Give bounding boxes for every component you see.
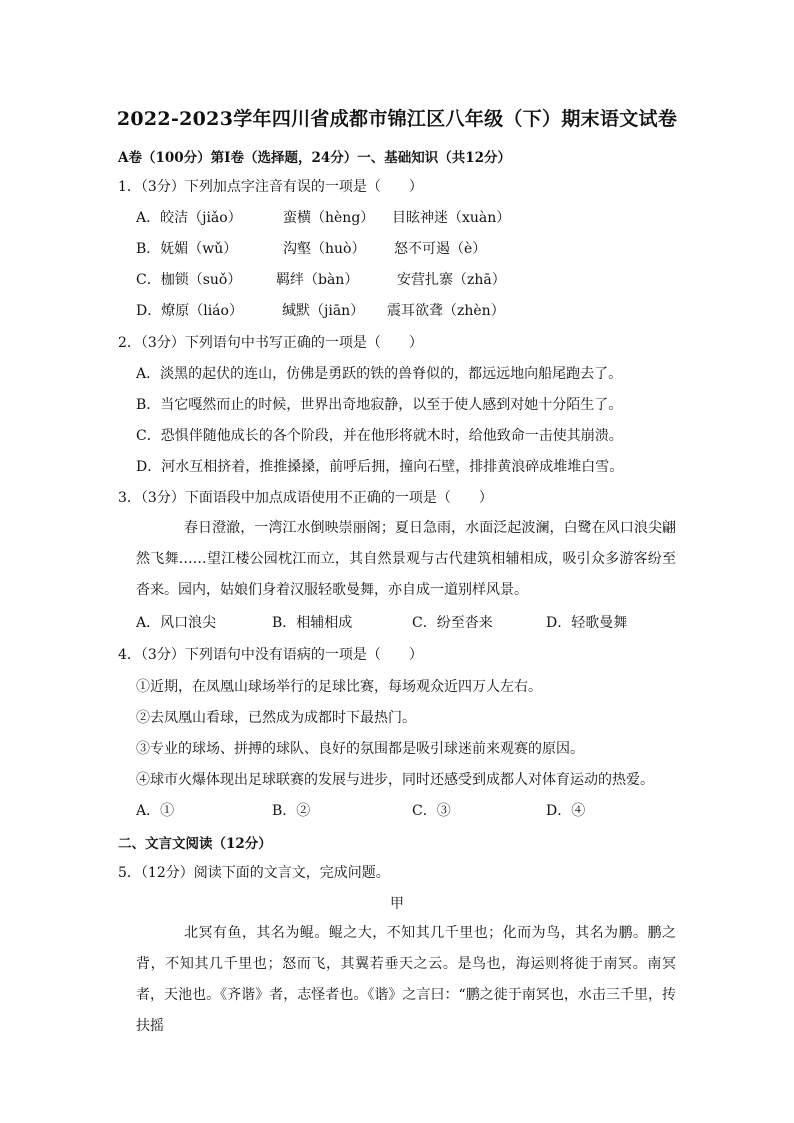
q1-option-b-word2: 沟壑（huò） xyxy=(283,241,366,257)
question-3-stem: 3．（3分）下面语段中加点成语使用不正确的一项是（ ） xyxy=(118,490,493,506)
section-a-heading: A卷（100分）第Ⅰ卷（选择题，24分）一、基础知识（共12分） xyxy=(118,150,512,166)
q4-option-c: C．③ xyxy=(412,803,451,819)
q4-sentence-4: ④球市火爆体现出足球联赛的发展与进步，同时还感受到成都人对体育运动的热爱。 xyxy=(136,772,654,788)
question-2-stem: 2．（3分）下列语句中书写正确的一项是（ ） xyxy=(118,335,423,351)
q4-sentence-2: ②去凤凰山看球，已然成为成都时下最热门。 xyxy=(136,710,416,726)
q1-option-a-word2: 蛮横（hèng） xyxy=(283,210,375,226)
q3-passage: 春日澄澈，一湾江水倒映崇丽阁；夏日急雨，水面泛起波澜，白鹭在风口浪尖翩然飞舞……望江楼公园枕江而立，其自然景观与古代建筑相辅相成，吸引众多游客纷至沓来。园内，姑娘们身着汉服轻歌曼舞，亦自成一道别样风景。 xyxy=(136,520,676,598)
question-5-stem: 5．（12分）阅读下面的文言文，完成问题。 xyxy=(118,865,390,881)
q4-sentence-1: ①近期，在凤凰山球场举行的足球比赛，每场观众近四万人左右。 xyxy=(136,679,542,695)
q1-option-d: D．燎原（liáo） xyxy=(136,303,243,319)
q1-option-d-word2: 缄默（jiān） xyxy=(282,303,365,319)
q1-option-a: A．皎洁（jiǎo） xyxy=(136,210,242,226)
q3-option-c: C．纷至沓来 xyxy=(412,615,493,631)
q2-option-c: C．恐惧伴随他成长的各个阶段，并在他形将就木时，给他致命一击使其崩溃。 xyxy=(136,428,623,444)
q4-option-b: B．② xyxy=(272,803,311,819)
q1-option-b-word3: 怒不可遏（è） xyxy=(394,241,487,257)
q4-option-d: D．④ xyxy=(546,803,586,819)
exam-title: 2022-2023学年四川省成都市锦江区八年级（下）期末语文试卷 xyxy=(116,108,678,130)
q5-passage: 北冥有鱼，其名为鲲。鲲之大，不知其几千里也；化而为鸟，其名为鹏。鹏之背，不知其几千里也；怒而飞，其翼若垂天之云。是鸟也，海运则将徙于南冥。南冥者，天池也。《齐谐》者，志怪者也。《谐》之言曰：“鹏之徙于南冥也，水击三千里，抟扶摇 xyxy=(136,925,676,1034)
q1-option-c: C．枷锁（suǒ） xyxy=(136,272,242,288)
section-2-heading: 二、文言文阅读（12分） xyxy=(118,836,272,852)
q2-option-b: B．当它嘎然而止的时候，世界出奇地寂静，以至于使人感到对她十分陌生了。 xyxy=(136,397,623,413)
q3-option-b: B．相辅相成 xyxy=(272,615,353,631)
question-1-stem: 1．（3分）下列加点字注音有误的一项是（ ） xyxy=(118,179,423,195)
q1-option-c-word2: 羁绊（bàn） xyxy=(276,272,359,288)
question-4-stem: 4．（3分）下列语句中没有语病的一项是（ ） xyxy=(118,647,423,663)
q2-option-d: D．河水互相挤着，推推搡搡，前呼后拥，撞向石壁，排排黄浪碎成堆堆白雪。 xyxy=(136,459,624,475)
q1-option-c-word3: 安营扎寨（zhā） xyxy=(397,272,506,288)
q5-passage-label: 甲 xyxy=(390,896,404,912)
q1-option-b: B．妩媚（wǔ） xyxy=(136,241,238,257)
q4-sentence-3: ③专业的球场、拼搏的球队、良好的氛围都是吸引球迷前来观赛的原因。 xyxy=(136,741,584,757)
q2-option-a: A．淡黑的起伏的连山，仿佛是勇跃的铁的兽脊似的，都远远地向船尾跑去了。 xyxy=(136,366,623,382)
q1-option-a-word3: 目眩神迷（xuàn） xyxy=(392,210,511,226)
q3-option-d: D．轻歌曼舞 xyxy=(546,615,628,631)
q1-option-d-word3: 震耳欲聋（zhèn） xyxy=(387,303,505,319)
q3-option-a: A．风口浪尖 xyxy=(136,615,217,631)
q4-option-a: A．① xyxy=(136,803,175,819)
